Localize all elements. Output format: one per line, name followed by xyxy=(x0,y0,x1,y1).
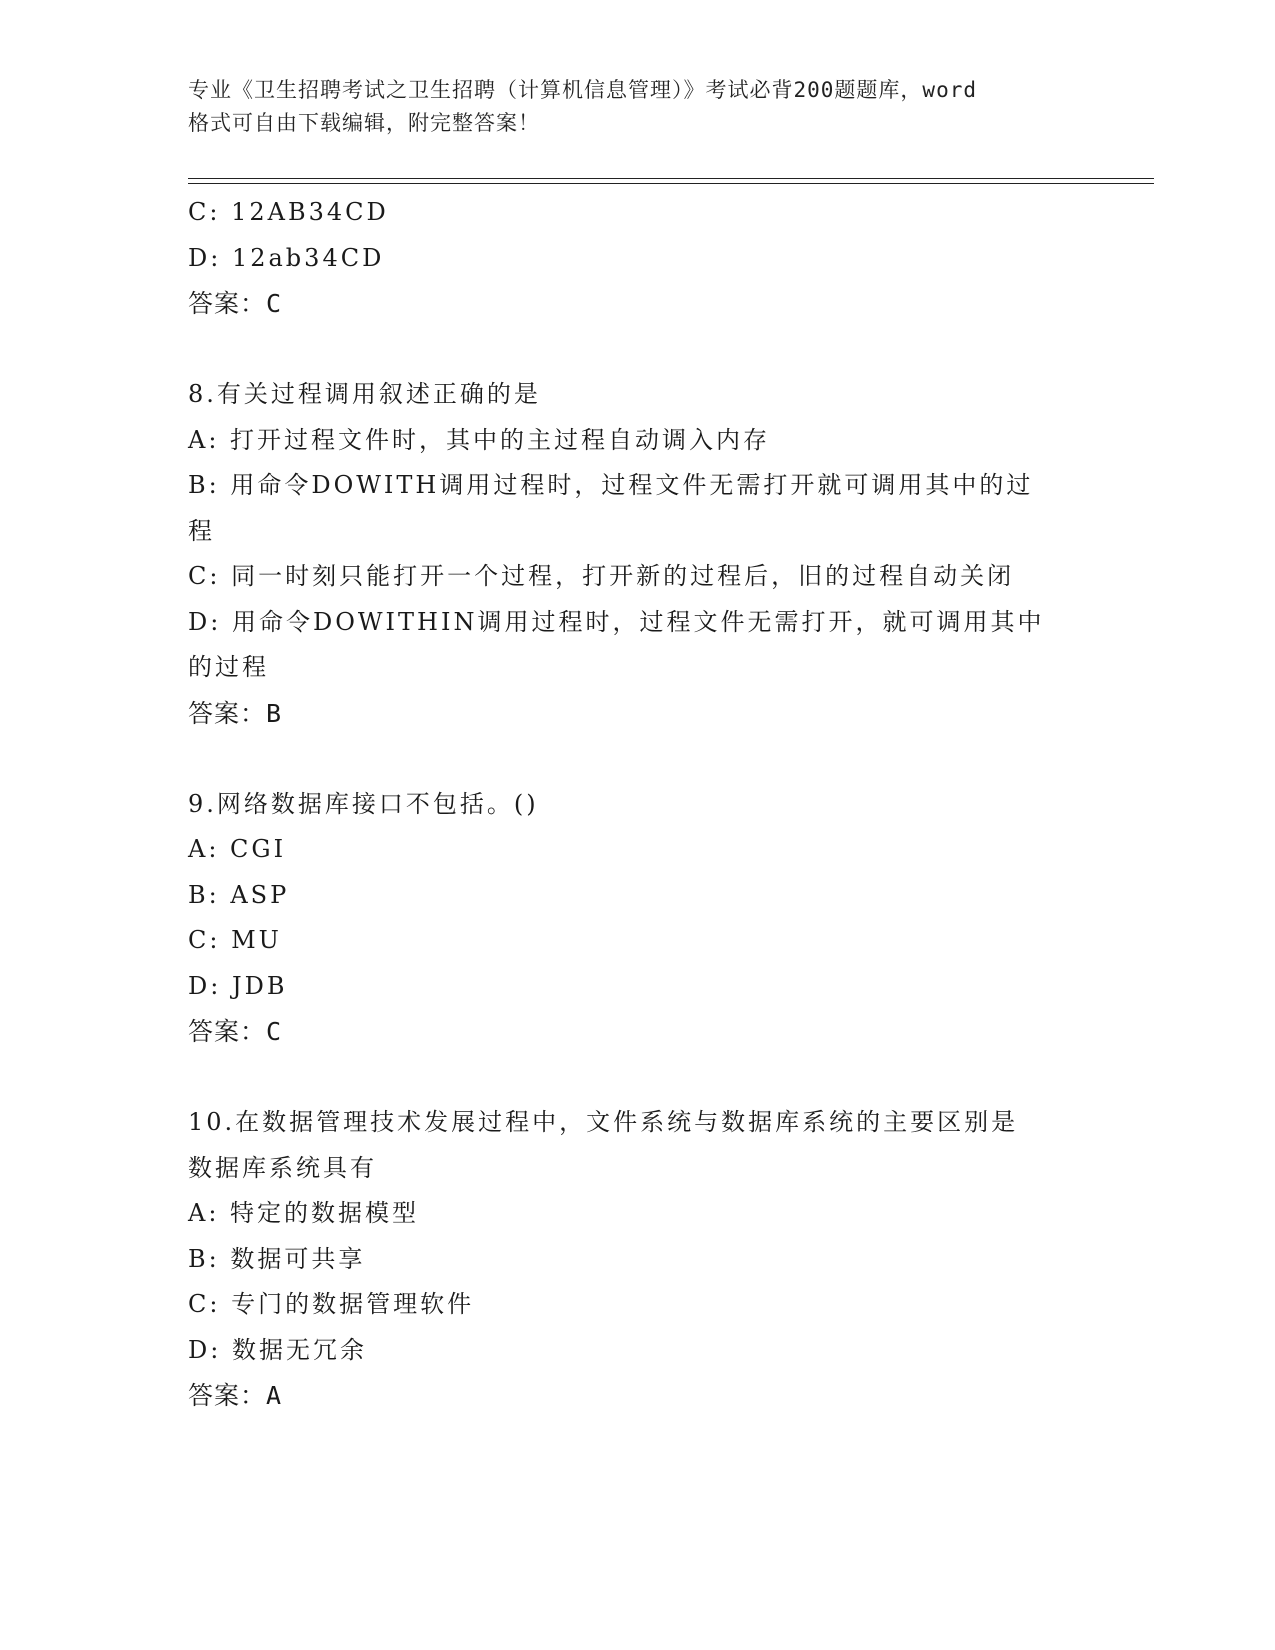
q9-option-b: B: ASP xyxy=(188,880,290,909)
q8-option-d-line-1: D: 用命令DOWITHIN调用过程时，过程文件无需打开，就可调用其中 xyxy=(188,607,1045,636)
spacer xyxy=(188,736,1088,782)
q9-option-a: A: CGI xyxy=(188,835,287,863)
q9-question: 9.网络数据库接口不包括。() xyxy=(188,789,539,818)
q10-option-d: D: 数据无冗余 xyxy=(188,1335,367,1364)
q7-option-c: C: 12AB34CD xyxy=(188,198,389,226)
header-divider-bottom xyxy=(188,183,1154,184)
question-9 xyxy=(188,782,1088,1055)
q8-question: 8.有关过程调用叙述正确的是 xyxy=(188,380,541,408)
header-title-line-2: 格式可自由下载编辑，附完整答案！ xyxy=(188,111,540,135)
q8-option-b-line-2: 程 xyxy=(188,516,215,545)
q8-option-b-line-1: B: 用命令DOWITH调用过程时，过程文件无需打开就可调用其中的过 xyxy=(188,471,1034,499)
q7-option-d: D: 12ab34CD xyxy=(188,243,385,272)
q8-option-d-line-2: 的过程 xyxy=(188,653,269,681)
q10-question-line-2: 数据库系统具有 xyxy=(188,1153,377,1182)
spacer xyxy=(188,327,1088,373)
q7-answer: 答案：C xyxy=(188,289,283,318)
question-10 xyxy=(188,1100,1088,1419)
question-7-tail xyxy=(188,190,1088,327)
spacer xyxy=(188,1055,1088,1101)
header-divider-top xyxy=(188,178,1154,179)
q9-option-c: C: MU xyxy=(188,926,282,954)
q10-answer: 答案：A xyxy=(188,1381,283,1410)
document-header xyxy=(188,74,1088,140)
q8-answer: 答案：B xyxy=(188,698,283,728)
q10-question-line-1: 10.在数据管理技术发展过程中，文件系统与数据库系统的主要区别是 xyxy=(188,1108,1019,1136)
question-8 xyxy=(188,372,1088,736)
q8-option-a: A: 打开过程文件时，其中的主过程自动调入内存 xyxy=(188,425,771,454)
document-body xyxy=(188,190,1088,1419)
q10-option-c: C: 专门的数据管理软件 xyxy=(188,1290,475,1318)
q9-option-d: D: JDB xyxy=(188,971,288,1000)
q10-option-a: A: 特定的数据模型 xyxy=(188,1199,420,1227)
q9-answer: 答案：C xyxy=(188,1017,283,1046)
q8-option-c: C: 同一时刻只能打开一个过程，打开新的过程后，旧的过程自动关闭 xyxy=(188,562,1015,590)
header-title-line-1: 专业《卫生招聘考试之卫生招聘（计算机信息管理）》考试必背200题题库，word xyxy=(188,78,977,102)
q10-option-b: B: 数据可共享 xyxy=(188,1244,366,1273)
